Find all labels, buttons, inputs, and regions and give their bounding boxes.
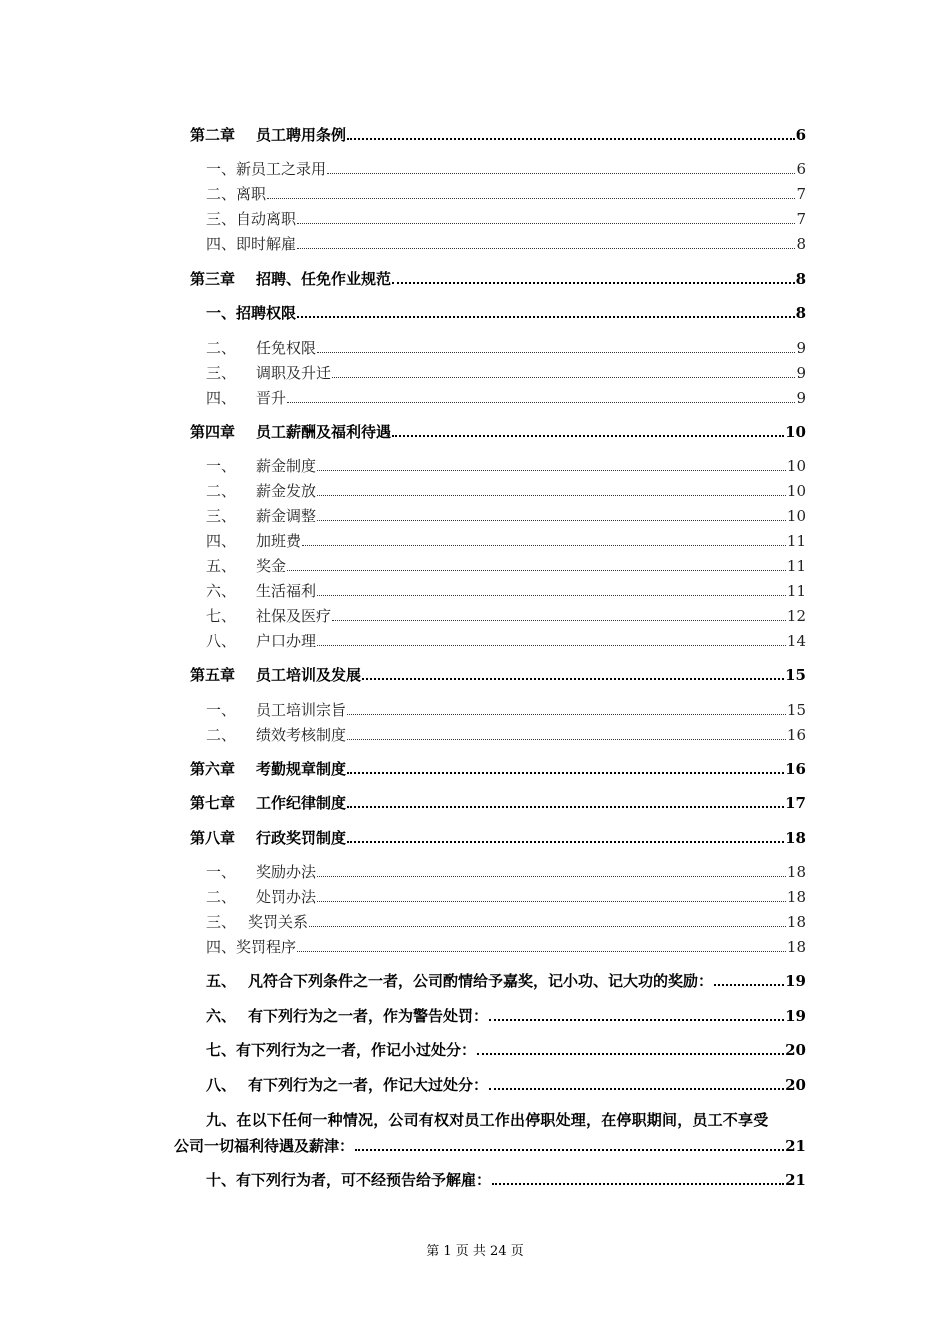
toc-entry-page: 7 — [796, 210, 806, 228]
toc-entry-page: 18 — [786, 938, 806, 956]
toc-entry-page: 18 — [786, 888, 806, 906]
dot-leader — [297, 316, 795, 318]
toc-entry[interactable] — [190, 265, 806, 289]
dot-leader — [347, 138, 795, 140]
toc-entry-page: 11 — [786, 582, 806, 600]
toc-entry-number: 第三章 — [190, 270, 236, 288]
toc-entry[interactable] — [190, 661, 806, 685]
toc-entry-title: 奖罚关系 — [248, 913, 309, 931]
toc-entry-page: 16 — [786, 726, 806, 744]
toc-entry-title: 离职 — [236, 185, 267, 203]
toc-entry-number: 三、 — [206, 913, 237, 931]
toc-entry-title: 考勤规章制度 — [256, 760, 347, 778]
toc-entry-number: 一、 — [206, 863, 237, 881]
toc-entry-number: 三、 — [206, 507, 237, 525]
toc-entry-page: 11 — [786, 532, 806, 550]
toc-entry-number: 二、 — [206, 726, 237, 744]
dot-leader — [317, 470, 786, 471]
toc-entry-number: 二、 — [206, 888, 237, 906]
toc-entry[interactable] — [206, 577, 806, 601]
toc-entry-page: 9 — [796, 364, 806, 382]
toc-entry[interactable] — [206, 384, 806, 408]
toc-entry-number: 六、 — [206, 1007, 237, 1025]
toc-entry-page: 7 — [796, 185, 806, 203]
dot-leader — [317, 520, 786, 521]
toc-entry-title: 晋升 — [256, 389, 287, 407]
dot-leader — [317, 876, 786, 877]
dot-leader — [489, 1019, 784, 1021]
toc-entry-page: 19 — [785, 972, 806, 990]
dot-leader — [347, 806, 784, 808]
toc-entry-page: 20 — [785, 1076, 806, 1094]
toc-entry-number: 三、 — [206, 210, 237, 228]
toc-entry-title: 任免权限 — [256, 339, 317, 357]
toc-entry-page: 18 — [786, 863, 806, 881]
toc-entry-number: 五、 — [206, 557, 237, 575]
toc-entry-page: 15 — [785, 666, 806, 684]
toc-entry[interactable] — [206, 359, 806, 383]
dot-leader — [297, 248, 795, 249]
toc-entry-title: 生活福利 — [256, 582, 317, 600]
toc-entry-number: 二、 — [206, 482, 237, 500]
toc-entry-number: 一、 — [206, 457, 237, 475]
toc-entry-page: 9 — [796, 389, 806, 407]
dot-leader — [332, 377, 795, 378]
dot-leader — [327, 173, 795, 174]
toc-entry-title: 户口办理 — [256, 632, 317, 650]
dot-leader — [347, 714, 786, 715]
dot-leader — [714, 984, 784, 986]
dot-leader — [347, 841, 784, 843]
dot-leader — [492, 1183, 784, 1185]
toc-entry-title: 工作纪律制度 — [256, 794, 347, 812]
dot-leader — [297, 951, 786, 952]
toc-entry[interactable] — [190, 755, 806, 779]
toc-entry[interactable] — [206, 230, 806, 254]
toc-entry-title: 有下列行为者，可不经预告给予解雇： — [236, 1171, 492, 1189]
toc-entry-number: 六、 — [206, 582, 237, 600]
toc-entry-number: 二、 — [206, 185, 237, 203]
toc-entry-title: 奖罚程序 — [236, 938, 297, 956]
toc-entry-title: 招聘、任免作业规范 — [256, 270, 392, 288]
toc-entry-title: 有下列行为之一者，作记大过处分： — [248, 1076, 489, 1094]
toc-entry-title: 员工培训及发展 — [256, 666, 362, 684]
toc-entry[interactable] — [206, 527, 806, 551]
dot-leader — [317, 495, 786, 496]
toc-entry-title: 薪金发放 — [256, 482, 317, 500]
toc-entry-title: 员工聘用条例 — [256, 126, 347, 144]
dot-leader — [347, 739, 786, 740]
toc-entry-title: 新员工之录用 — [236, 160, 327, 178]
toc-entry-number: 四、 — [206, 938, 237, 956]
toc-entry-nine-line1[interactable]: 九、在以下任何一种情况，公司有权对员工作出停职处理，在停职期间，员工不享受 — [206, 1111, 769, 1129]
toc-entry-number: 第四章 — [190, 423, 236, 441]
toc-entry-title: 员工薪酬及福利待遇 — [256, 423, 392, 441]
toc-entry-page: 6 — [795, 126, 806, 144]
toc-entry[interactable] — [206, 858, 806, 882]
toc-entry[interactable] — [206, 552, 806, 576]
toc-entry-number: 第八章 — [190, 829, 236, 847]
toc-entry-number: 四、 — [206, 389, 237, 407]
toc-entry[interactable] — [206, 602, 806, 626]
toc-entry-number: 七、 — [206, 1041, 237, 1059]
toc-entry-page: 15 — [786, 701, 806, 719]
toc-entry[interactable] — [190, 789, 806, 813]
toc-entry[interactable] — [206, 967, 806, 991]
toc-entry-number: 三、 — [206, 364, 237, 382]
toc-entry-number: 十、 — [206, 1171, 237, 1189]
toc-entry-number: 一、 — [206, 304, 237, 322]
toc-entry-number: 八、 — [206, 1076, 237, 1094]
toc-entry-number: 四、 — [206, 235, 237, 253]
toc-entry[interactable] — [206, 696, 806, 720]
toc-entry-page: 21 — [785, 1171, 806, 1189]
toc-entry-page: 20 — [785, 1041, 806, 1059]
toc-entry-title: 社保及医疗 — [256, 607, 332, 625]
toc-entry-title: 薪金调整 — [256, 507, 317, 525]
dot-leader — [267, 198, 795, 199]
toc-entry[interactable] — [206, 180, 806, 204]
dot-leader — [392, 435, 784, 437]
toc-entry[interactable] — [206, 299, 806, 323]
toc-entry-title: 薪金制度 — [256, 457, 317, 475]
toc-entry[interactable] — [206, 477, 806, 501]
toc-entry-page: 14 — [786, 632, 806, 650]
toc-entry-number: 一、 — [206, 701, 237, 719]
toc-entry-nine-line2[interactable] — [174, 1132, 806, 1156]
toc-entry-title: 自动离职 — [236, 210, 297, 228]
toc-entry-page: 9 — [796, 339, 806, 357]
toc-entry-page: 18 — [785, 829, 806, 847]
toc-entry[interactable] — [206, 721, 806, 745]
toc-entry-page: 10 — [785, 423, 806, 441]
toc-entry-page: 10 — [786, 507, 806, 525]
dot-leader — [477, 1053, 784, 1055]
toc-entry[interactable] — [206, 205, 806, 229]
dot-leader — [332, 620, 786, 621]
toc-entry-number: 第六章 — [190, 760, 236, 778]
dot-leader — [287, 570, 786, 571]
toc-entry-page: 21 — [785, 1137, 806, 1155]
toc-entry-title: 调职及升迁 — [256, 364, 332, 382]
toc-entry-page: 10 — [786, 482, 806, 500]
toc-entry-page: 17 — [785, 794, 806, 812]
dot-leader — [317, 352, 795, 353]
toc-entry-title: 行政奖罚制度 — [256, 829, 347, 847]
toc-entry[interactable] — [206, 627, 806, 651]
toc-entry-title: 员工培训宗旨 — [256, 701, 347, 719]
toc-entry-title: 有下列行为之一者，作记小过处分： — [236, 1041, 477, 1059]
toc-entry-page: 11 — [786, 557, 806, 575]
toc-entry-title: 处罚办法 — [256, 888, 317, 906]
dot-leader — [287, 402, 795, 403]
toc-entry-page: 19 — [785, 1007, 806, 1025]
toc-entry-number: 七、 — [206, 607, 237, 625]
toc-entry[interactable] — [206, 1071, 806, 1095]
toc-entry-title: 凡符合下列条件之一者，公司酌情给予嘉奖，记小功、记大功的奖励： — [248, 972, 714, 990]
toc-entry-title: 奖励办法 — [256, 863, 317, 881]
toc-entry-title: 招聘权限 — [236, 304, 297, 322]
toc-entry[interactable] — [190, 121, 806, 145]
dot-leader — [347, 772, 784, 774]
toc-entry[interactable] — [206, 502, 806, 526]
toc-entry-title: 有下列行为之一者，作为警告处罚： — [248, 1007, 489, 1025]
toc-entry-page: 12 — [786, 607, 806, 625]
toc-entry[interactable] — [190, 418, 806, 442]
toc-entry[interactable] — [206, 908, 806, 932]
toc-entry-number: 四、 — [206, 532, 237, 550]
dot-leader — [355, 1149, 784, 1151]
toc-entry[interactable] — [206, 334, 806, 358]
toc-entry-title: 绩效考核制度 — [256, 726, 347, 744]
toc-entry-number: 一、 — [206, 160, 237, 178]
toc-entry-ten[interactable] — [206, 1166, 806, 1190]
toc-entry-number: 二、 — [206, 339, 237, 357]
toc-entry[interactable] — [206, 933, 806, 957]
dot-leader — [309, 926, 786, 927]
dot-leader — [392, 282, 795, 284]
dot-leader — [362, 678, 784, 680]
toc-entry-title: 奖金 — [256, 557, 287, 575]
dot-leader — [297, 223, 795, 224]
dot-leader — [489, 1088, 784, 1090]
dot-leader — [317, 645, 786, 646]
toc-entry-number: 第七章 — [190, 794, 236, 812]
toc-entry-title: 加班费 — [256, 532, 302, 550]
toc-entry-number: 五、 — [206, 972, 237, 990]
dot-leader — [302, 545, 786, 546]
toc-entry[interactable] — [206, 155, 806, 179]
toc-entry-number: 第二章 — [190, 126, 236, 144]
toc-entry-title: 即时解雇 — [236, 235, 297, 253]
dot-leader — [317, 595, 786, 596]
toc-entry-page: 16 — [785, 760, 806, 778]
toc-entry-number: 第五章 — [190, 666, 236, 684]
toc-entry-page: 8 — [795, 270, 806, 288]
toc-entry[interactable] — [206, 452, 806, 476]
page-footer: 第 1 页 共 24 页 — [426, 1244, 524, 1259]
toc-entry-page: 6 — [796, 160, 806, 178]
toc-entry-page: 18 — [786, 913, 806, 931]
toc-entry[interactable] — [190, 824, 806, 848]
toc-entry-number: 八、 — [206, 632, 237, 650]
toc-entry-page: 8 — [795, 304, 806, 322]
toc-entry-page: 8 — [796, 235, 806, 253]
dot-leader — [317, 901, 786, 902]
toc-entry-page: 10 — [786, 457, 806, 475]
toc-entry[interactable] — [206, 1002, 806, 1026]
toc-entry[interactable] — [206, 883, 806, 907]
toc-entry[interactable] — [206, 1036, 806, 1060]
toc-entry-title: 公司一切福利待遇及薪津： — [174, 1137, 355, 1155]
